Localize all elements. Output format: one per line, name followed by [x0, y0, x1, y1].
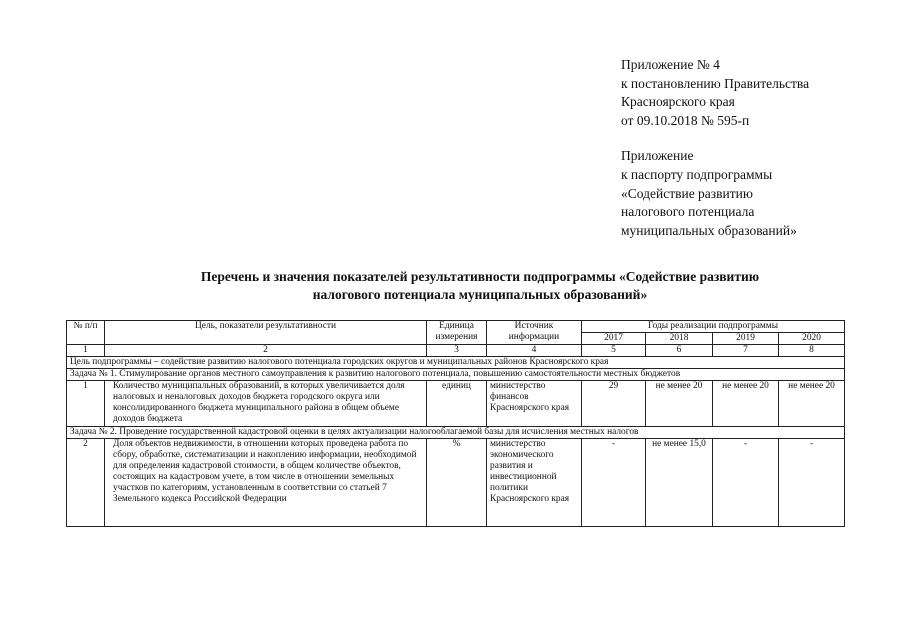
row-indicator-text: Количество муниципальных образований, в которых увеличивается доля налоговых и неналоговых доходов бюджета городского округа или консолидированного бюджета муниципального района в общем объеме доходов бюджета: [105, 381, 427, 427]
title-line: налогового потенциала муниципальных образований»: [312, 287, 648, 302]
row-num: 1: [67, 381, 105, 427]
header-years-group: Годы реализации подпрограммы: [582, 321, 845, 333]
column-number: 5: [582, 345, 646, 357]
spacer: [621, 130, 809, 147]
row-unit: единиц: [427, 381, 487, 427]
row-value-2017: 29: [582, 381, 646, 427]
appendix-line: муниципальных образований»: [621, 222, 797, 238]
appendix-line: «Содействие развитию: [621, 185, 753, 201]
row-value-2017: -: [582, 439, 646, 527]
appendix-line: Приложение № 4: [621, 57, 720, 72]
appendix-line: к постановлению Правительства: [621, 75, 810, 91]
header-unit: Единица измерения: [427, 321, 487, 345]
header-row: [67, 321, 845, 333]
column-number: 4: [487, 345, 582, 357]
row-indicator-text: Доля объектов недвижимости, в отношении которых проведена работа по сбору, обработке, систематизации и накоплению информации, необходимой для определения кадастровой стоимости, в общем количестве объектов, состоящих на кадастровом учете, в том числе в отношении земельных участков по категориям, установленным в соответствии со статьей 7 Земельного кодекса Российской Федерации: [105, 439, 427, 527]
row-value-2019: не менее 20: [713, 381, 779, 427]
row-value-2018: не менее 15,0: [646, 439, 713, 527]
row-source: министерство экономического развития и инвестиционной политики Красноярского края: [487, 439, 582, 527]
column-number: 8: [779, 345, 845, 357]
column-number: 7: [713, 345, 779, 357]
appendix-line: налогового потенциала: [621, 204, 755, 220]
column-number: 2: [105, 345, 427, 357]
table-row: [67, 381, 845, 427]
appendix-line: Приложение: [621, 148, 694, 164]
table-row: [67, 439, 845, 527]
document-title: [100, 268, 860, 304]
task-1-text: Задача № 1. Стимулирование органов местного самоуправления к развитию налогового потенциала, повышению самостоятельности местных бюджетов: [67, 369, 845, 381]
row-num: 2: [67, 439, 105, 527]
appendix-line: от 09.10.2018 № 595-п: [621, 112, 750, 128]
column-numbers-row: [67, 345, 845, 357]
header-num: № п/п: [67, 321, 105, 345]
header-year: 2020: [779, 333, 845, 345]
task-2-text: Задача № 2. Проведение государственной кадастровой оценки в целях актуализации налогооблагаемой базы для исчисления местных налогов: [67, 427, 845, 439]
header-year: 2019: [713, 333, 779, 345]
task-row: [67, 369, 845, 381]
appendix-header: [621, 56, 809, 240]
row-source: министерство финансов Красноярского края: [487, 381, 582, 427]
row-value-2020: -: [779, 439, 845, 527]
goal-row: [67, 357, 845, 369]
row-value-2018: не менее 20: [646, 381, 713, 427]
title-line: Перечень и значения показателей результативности подпрограммы «Содействие развитию: [200, 269, 760, 284]
row-value-2020: не менее 20: [779, 381, 845, 427]
header-goal: Цель, показатели результативности: [105, 321, 427, 345]
header-year: 2017: [582, 333, 646, 345]
column-number: 3: [427, 345, 487, 357]
appendix-line: к паспорту подпрограммы: [621, 166, 773, 182]
column-number: 1: [67, 345, 105, 357]
appendix-line: Красноярского края: [621, 94, 735, 110]
column-number: 6: [646, 345, 713, 357]
task-row: [67, 427, 845, 439]
row-value-2019: -: [713, 439, 779, 527]
header-source: Источник информации: [487, 321, 582, 345]
indicators-table: [66, 320, 845, 527]
row-unit: %: [427, 439, 487, 527]
header-year: 2018: [646, 333, 713, 345]
goal-text: Цель подпрограммы – содействие развитию налогового потенциала городских округов и муниципальных районов Красноярского края: [67, 357, 845, 369]
